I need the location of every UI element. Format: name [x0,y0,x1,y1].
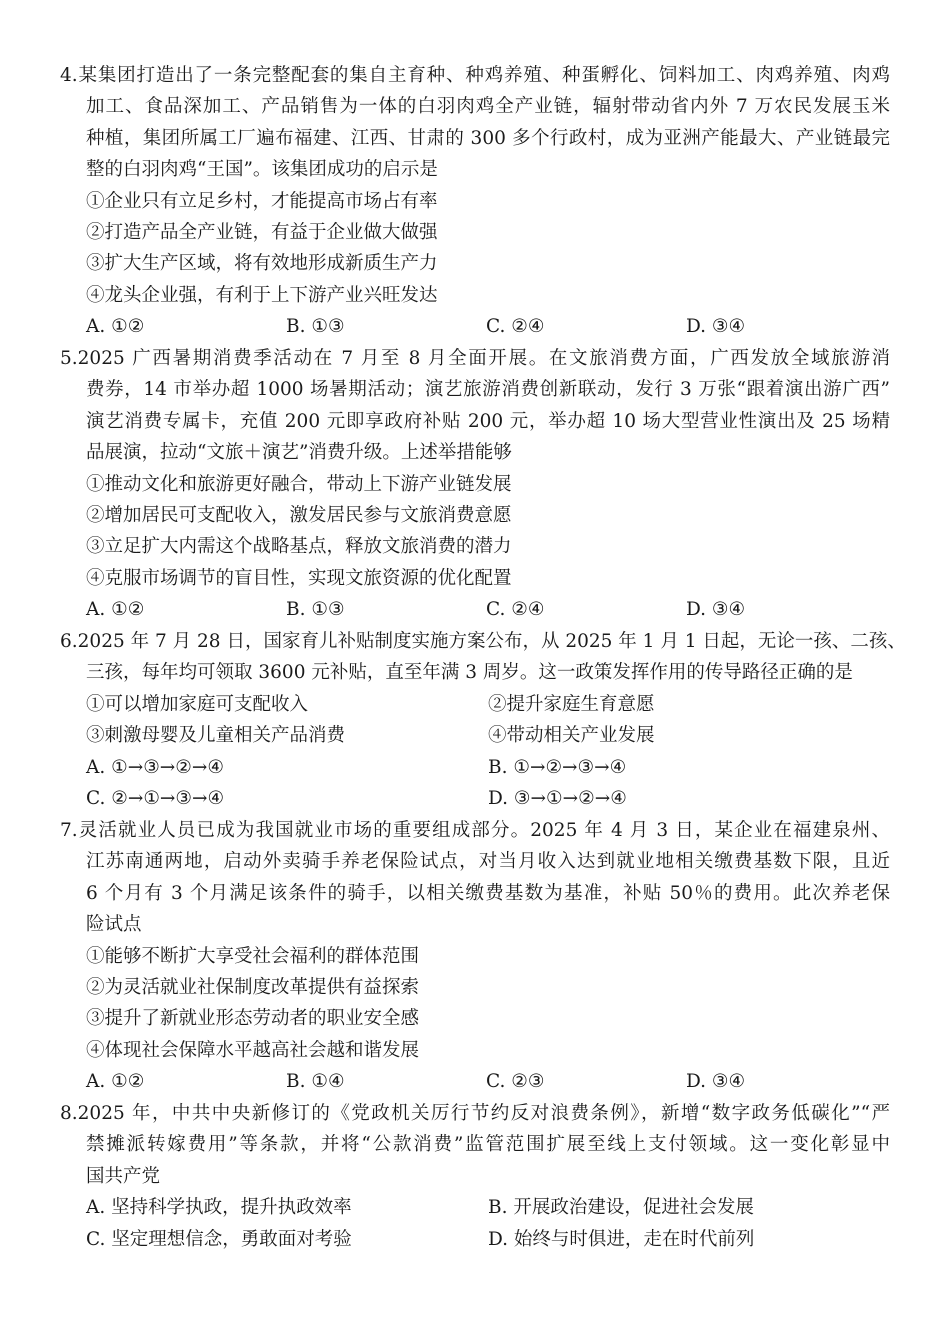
answer-options [60,1066,890,1097]
question-stem-line: 种植，集团所属工厂遍布福建、江西、甘肃的 300 多个行政村，成为亚洲产能最大、产业链最完 [86,127,890,149]
option-d[interactable]: D. ③④ [686,599,746,621]
option-b[interactable]: B. ①③ [286,599,345,621]
statement-1: ①可以增加家庭可支配收入 [86,693,309,715]
question-stem-line: 8.2025 年，中共中央新修订的《党政机关厉行节约反对浪费条例》，新增“数字政务低碳化”“严 [60,1103,890,1124]
option-a[interactable]: A. ①→③→②→④ [86,756,224,778]
option-c[interactable]: C. ②④ [486,316,545,338]
option-b[interactable]: B. 开展政治建设，促进社会发展 [488,1197,754,1219]
question-stem-line: 7.灵活就业人员已成为我国就业市场的重要组成部分。2025 年 4 月 3 日，某企业在福建泉州、 [60,820,890,841]
statement-4: ④体现社会保障水平越高社会越和谐发展 [86,1039,420,1061]
question-stem-line: 国共产党 [86,1165,161,1187]
option-c[interactable]: C. ②④ [486,599,545,621]
statement-2: ②打造产品全产业链，有益于企业做大做强 [86,221,438,243]
question-7 [60,815,890,1098]
option-d[interactable]: D. ③④ [686,316,746,338]
statement-3: ③扩大生产区域，将有效地形成新质生产力 [86,253,438,275]
question-stem-line: 险试点 [86,914,142,936]
option-a[interactable]: A. ①② [86,599,145,621]
option-b[interactable]: B. ①④ [286,1071,345,1093]
question-stem-line: 6.2025 年 7 月 28 日，国家育儿补贴制度实施方案公布，从 2025 年 1 月 1 日起，无论一孩、二孩、 [60,631,906,652]
statement-1: ①企业只有立足乡村，才能提高市场占有率 [86,190,438,212]
question-stem-line: 6 个月有 3 个月满足该条件的骑手，以相关缴费基数为基准，补贴 50％的费用。此次养老保 [86,882,890,904]
statement-1: ①推动文化和旅游更好融合，带动上下游产业链发展 [86,473,512,495]
option-d[interactable]: D. 始终与时俱进，走在时代前列 [488,1228,755,1250]
answer-options [60,1224,890,1255]
question-stem-line: 5.2025 广西暑期消费季活动在 7 月至 8 月全面开展。在文旅消费方面，广西发放全域旅游消 [60,348,890,369]
answer-options [60,594,890,625]
option-a[interactable]: A. ①② [86,1071,145,1093]
answer-options [60,752,890,783]
statement-row [60,689,890,720]
option-a[interactable]: A. ①② [86,316,145,338]
question-stem-line: 演艺消费专属卡，充值 200 元即享政府补贴 200 元，举办超 10 场大型营业性演出及 25 场精 [86,410,890,432]
statement-3: ③提升了新就业形态劳动者的职业安全感 [86,1008,420,1030]
question-4 [60,60,890,343]
statement-4: ④龙头企业强，有利于上下游产业兴旺发达 [86,284,438,306]
option-b[interactable]: B. ①→②→③→④ [488,756,627,778]
question-stem-line: 加工、食品深加工、产品销售为一体的白羽肉鸡全产业链，辐射带动省内外 7 万农民发展玉米 [86,96,890,118]
statement-2: ②提升家庭生育意愿 [488,693,655,715]
option-d[interactable]: D. ③④ [686,1071,746,1093]
statement-1: ①能够不断扩大享受社会福利的群体范围 [86,945,420,967]
statement-4: ④克服市场调节的盲目性，实现文旅资源的优化配置 [86,567,512,589]
answer-options [60,311,890,342]
question-stem-line: 费券，14 市举办超 1000 场暑期活动；演艺旅游消费创新联动，发行 3 万张“跟着演出游广西” [86,379,890,401]
question-stem-line: 禁摊派转嫁费用”等条款，并将“公款消费”监管范围扩展至线上支付领域。这一变化彰显中 [86,1134,890,1156]
statement-4: ④带动相关产业发展 [488,725,655,747]
option-a[interactable]: A. 坚持科学执政，提升执政效率 [86,1197,352,1219]
question-5 [60,343,890,626]
statement-row [60,720,890,751]
question-6 [60,626,906,814]
question-stem-line: 4.某集团打造出了一条完整配套的集自主育种、种鸡养殖、种蛋孵化、饲料加工、肉鸡养殖、肉鸡 [60,65,890,86]
answer-options [60,783,890,814]
option-b[interactable]: B. ①③ [286,316,345,338]
question-stem-line: 江苏南通两地，启动外卖骑手养老保险试点，对当月收入达到就业地相关缴费基数下限，且近 [86,851,890,873]
option-c[interactable]: C. ②③ [486,1071,545,1093]
answer-options [60,1192,890,1223]
option-c[interactable]: C. ②→①→③→④ [86,787,225,809]
question-stem-line: 三孩，每年均可领取 3600 元补贴，直至年满 3 周岁。这一政策发挥作用的传导路径正确的是 [86,662,853,684]
option-c[interactable]: C. 坚定理想信念，勇敢面对考验 [86,1228,352,1250]
question-stem-line: 品展演，拉动“文旅＋演艺”消费升级。上述举措能够 [86,442,512,464]
statement-2: ②为灵活就业社保制度改革提供有益探索 [86,976,420,998]
option-d[interactable]: D. ③→①→②→④ [488,787,627,809]
statement-2: ②增加居民可支配收入，激发居民参与文旅消费意愿 [86,504,512,526]
statement-3: ③刺激母婴及儿童相关产品消费 [86,725,346,747]
question-stem-line: 整的白羽肉鸡“王国”。该集团成功的启示是 [86,159,438,181]
question-8 [60,1098,890,1255]
statement-3: ③立足扩大内需这个战略基点，释放文旅消费的潜力 [86,536,512,558]
